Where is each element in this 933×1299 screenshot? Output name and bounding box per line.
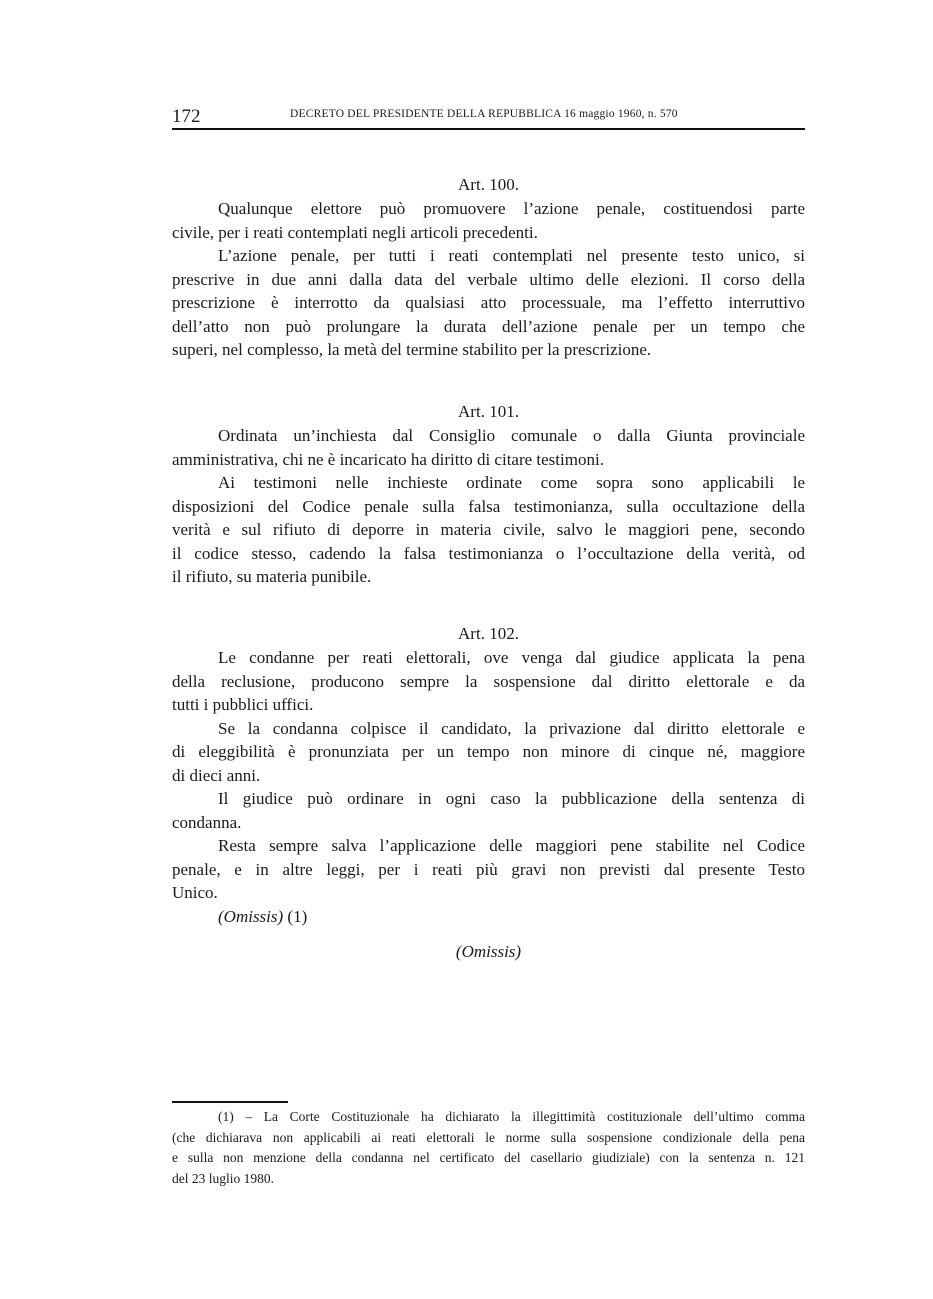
- text-line: superi, nel complesso, la metà del termine stabilito per la prescrizione.: [172, 340, 652, 359]
- text-line: Il giudice può ordinare in ogni caso la pubblicazione della sentenza di: [218, 789, 805, 808]
- footnote-ref: (1): [283, 906, 308, 926]
- page-number: 172: [172, 106, 201, 127]
- article-title: Art. 102.: [458, 624, 519, 643]
- article-title: Art. 101.: [458, 402, 519, 421]
- text-line: Le condanne per reati elettorali, ove venga dal giudice applicata la pena: [218, 648, 805, 667]
- paragraph: [172, 717, 805, 788]
- paragraph: [172, 197, 805, 244]
- paragraph: [172, 244, 805, 362]
- omissis-note: [172, 905, 805, 929]
- text-line: disposizioni del Codice penale sulla falsa testimonianza, sulla occultazione della: [172, 496, 805, 516]
- footnote: [172, 1107, 805, 1189]
- omissis-text: (Omissis): [218, 906, 284, 926]
- paragraph: [172, 787, 805, 834]
- article-102: [172, 622, 805, 964]
- article-title: Art. 100.: [458, 175, 519, 194]
- text-line: Qualunque elettore può promuovere l’azione penale, costituendosi parte: [218, 199, 805, 218]
- text-line: il codice stesso, cadendo la falsa testimonianza o l’occultazione della verità, od: [172, 543, 805, 563]
- text-line: Ordinata un’inchiesta dal Consiglio comunale o dalla Giunta provinciale: [218, 426, 805, 445]
- omissis-center: (Omissis): [455, 942, 522, 961]
- text-line: Resta sempre salva l’applicazione delle maggiori pene stabilite nel Codice: [218, 836, 805, 855]
- text-line: penale, e in altre leggi, per i reati più gravi non previsti dal presente Testo: [172, 859, 805, 879]
- text-line: L’azione penale, per tutti i reati contemplati nel presente testo unico, si: [218, 246, 805, 265]
- text-line: Se la condanna colpisce il candidato, la privazione dal diritto elettorale e: [218, 718, 805, 738]
- text-line: prescrive in due anni dalla data del verbale ultimo delle elezioni. Il corso della: [172, 269, 805, 289]
- article-100: [172, 173, 805, 362]
- footnote-rule: [172, 1101, 288, 1103]
- text-line: Unico.: [172, 883, 218, 902]
- footnote-line: del 23 luglio 1980.: [172, 1170, 274, 1186]
- text-line: condanna.: [172, 812, 242, 832]
- running-title: DECRETO DEL PRESIDENTE DELLA REPUBBLICA 16 maggio 1960, n. 570: [290, 108, 678, 120]
- paragraph: [172, 646, 805, 717]
- text-line: della reclusione, producono sempre la sospensione dal diritto elettorale e da: [172, 671, 805, 691]
- footnote-line: (che dichiarava non applicabili ai reati elettorali le norme sulla sospensione condizionale della pena: [172, 1129, 805, 1145]
- paragraph: [172, 471, 805, 589]
- text-line: tutti i pubblici uffici.: [172, 695, 314, 714]
- footnote-line: e sulla non menzione della condanna nel certificato del casellario giudiziale) con la sentenza n. 121: [172, 1150, 805, 1165]
- text-line: di dieci anni.: [172, 765, 261, 785]
- text-line: di eleggibilità è pronunziata per un tempo non minore di cinque né, maggiore: [172, 742, 805, 761]
- header-rule: [172, 128, 805, 130]
- footnote-line: (1) – La Corte Costituzionale ha dichiarato la illegittimità costituzionale dell’ultimo comma: [218, 1109, 805, 1124]
- text-line: dell’atto non può prolungare la durata dell’azione penale per un tempo che: [172, 316, 805, 336]
- text-line: prescrizione è interrotto da qualsiasi atto processuale, ma l’effetto interruttivo: [172, 293, 805, 312]
- text-line: civile, per i reati contemplati negli articoli precedenti.: [172, 222, 538, 242]
- text-line: Ai testimoni nelle inchieste ordinate come sopra sono applicabili le: [218, 473, 805, 492]
- text-line: amministrativa, chi ne è incaricato ha diritto di citare testimoni.: [172, 449, 604, 469]
- paragraph: [172, 834, 805, 905]
- article-101: [172, 400, 805, 589]
- text-line: il rifiuto, su materia punibile.: [172, 567, 372, 586]
- text-line: verità e sul rifiuto di deporre in materia civile, salvo le maggiori pene, secondo: [172, 520, 805, 539]
- paragraph: [172, 424, 805, 471]
